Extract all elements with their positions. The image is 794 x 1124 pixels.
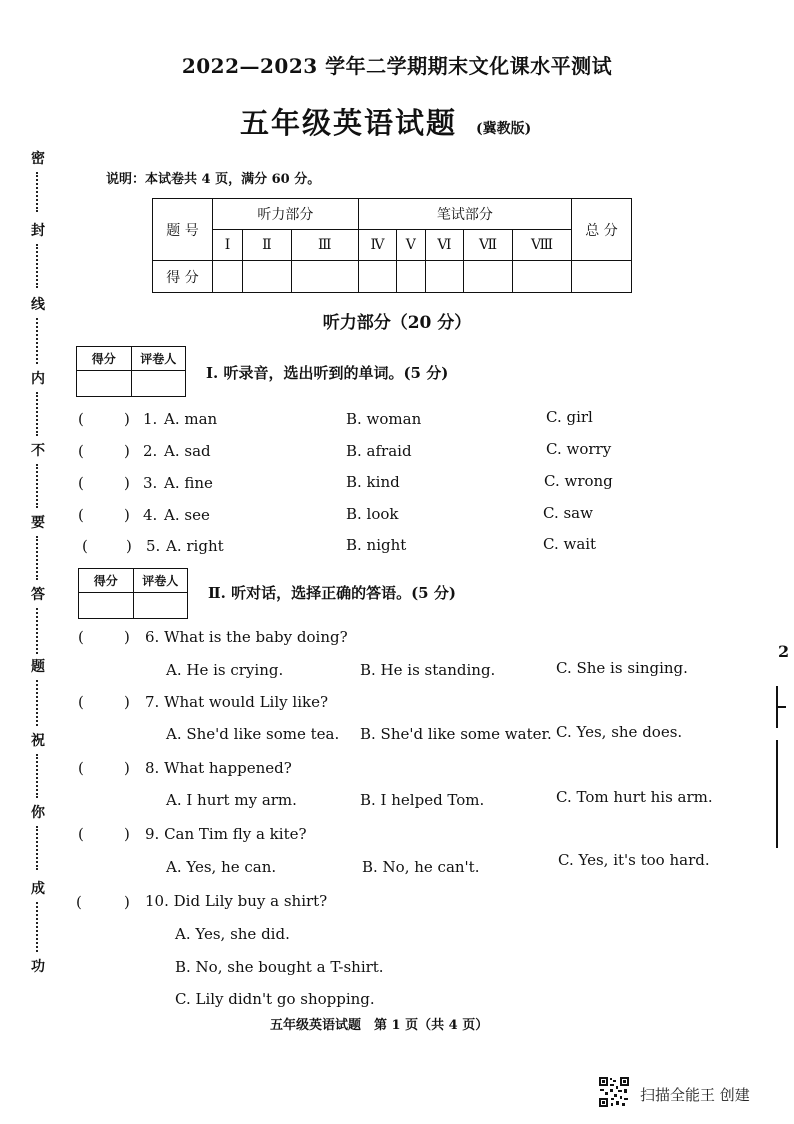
option-c: C. Yes, she does. (556, 723, 683, 741)
option-a: A. fine (164, 474, 213, 492)
option-c: C. She is singing. (556, 659, 688, 677)
answer-paren-close: ) (124, 442, 130, 460)
scanner-watermark: 扫描全能王 创建 (640, 1086, 750, 1104)
option-c: C. worry (546, 440, 612, 458)
grader-name-label: 评卷人 (131, 347, 186, 371)
binding-margin (24, 142, 52, 982)
answer-paren-open[interactable]: ( (78, 506, 84, 524)
margin-char: 你 (31, 805, 45, 821)
part1-title: Ⅰ. 听录音，选出听到的单词。(5 分) (206, 364, 449, 382)
answer-paren-close: ) (124, 825, 130, 843)
option-c: C. saw (543, 504, 593, 522)
margin-char: 密 (31, 151, 45, 167)
dotted-line (36, 536, 40, 580)
question-text: 7. What would Lily like? (145, 693, 328, 711)
margin-char: 题 (31, 659, 45, 675)
answer-paren-close: ) (124, 410, 130, 428)
score-table (152, 198, 632, 293)
listening-header: 听力部分 (213, 199, 359, 230)
numeral-cell: Ⅷ (512, 230, 571, 261)
option-b: B. No, he can't. (362, 858, 480, 876)
score-cell[interactable] (464, 261, 513, 293)
edge-line (776, 706, 786, 708)
total-score-cell[interactable] (572, 261, 632, 293)
score-cell[interactable] (358, 261, 396, 293)
option-c: C. Tom hurt his arm. (556, 788, 713, 806)
qr-code-icon (598, 1076, 630, 1108)
question-number: 5. (146, 537, 161, 555)
margin-char: 答 (31, 587, 45, 603)
answer-paren-open[interactable]: ( (78, 693, 84, 711)
numeral-cell: Ⅱ (243, 230, 292, 261)
question-text: 9. Can Tim fly a kite? (145, 825, 307, 843)
option-b: B. He is standing. (360, 661, 496, 679)
option-a: A. see (164, 506, 210, 524)
option-b: B. I helped Tom. (360, 791, 485, 809)
score-cell[interactable] (397, 261, 425, 293)
numeral-cell: Ⅳ (358, 230, 396, 261)
option-a: A. He is crying. (166, 661, 284, 679)
option-a: A. right (166, 537, 224, 555)
dotted-line (36, 680, 40, 726)
option-a: A. man (164, 410, 218, 428)
option-b: B. She'd like some water. (360, 725, 552, 743)
grade-title: 五年级英语试题 (240, 106, 458, 140)
exam-title: 2022—2023 学年二学期期末文化课水平测试 (181, 54, 613, 78)
margin-char: 不 (31, 443, 45, 459)
grader-box-1 (76, 346, 186, 397)
option-a: A. Yes, she did. (175, 925, 290, 943)
option-c: C. wait (543, 535, 597, 553)
question-number: 1. (143, 410, 158, 428)
answer-paren-close: ) (124, 893, 130, 911)
question-number: 2. (143, 442, 158, 460)
instruction-text: 说明：本试卷共 4 页，满分 60 分。 (106, 172, 321, 187)
grader-score-cell[interactable] (77, 371, 132, 397)
question-text: 8. What happened? (145, 759, 292, 777)
question-text: 6. What is the baby doing? (145, 628, 348, 646)
grader-score-label: 得分 (77, 347, 132, 371)
dotted-line (36, 464, 40, 508)
answer-paren-close: ) (124, 759, 130, 777)
margin-char: 功 (31, 959, 45, 975)
option-c: C. girl (546, 408, 593, 426)
score-cell[interactable] (213, 261, 243, 293)
dotted-line (36, 826, 40, 870)
option-b: B. woman (346, 410, 422, 428)
margin-char: 封 (31, 223, 45, 239)
grader-box-2 (78, 568, 188, 619)
dotted-line (36, 902, 40, 952)
answer-paren-close: ) (124, 506, 130, 524)
answer-paren-close: ) (124, 474, 130, 492)
score-cell[interactable] (512, 261, 571, 293)
numeral-cell: Ⅵ (425, 230, 464, 261)
question-number: 3. (143, 474, 158, 492)
grader-score-cell[interactable] (79, 593, 134, 619)
option-b: B. afraid (346, 442, 412, 460)
option-a: A. sad (164, 442, 211, 460)
answer-paren-close: ) (126, 537, 132, 555)
answer-paren-open[interactable]: ( (78, 474, 84, 492)
grader-score-label: 得分 (79, 569, 134, 593)
dotted-line (36, 754, 40, 798)
dotted-line (36, 244, 40, 288)
answer-paren-open[interactable]: ( (76, 893, 82, 911)
grader-name-label: 评卷人 (133, 569, 188, 593)
dotted-line (36, 172, 40, 212)
score-cell[interactable] (425, 261, 464, 293)
answer-paren-open[interactable]: ( (78, 825, 84, 843)
score-cell[interactable] (243, 261, 292, 293)
numeral-cell: Ⅶ (464, 230, 513, 261)
margin-char: 要 (31, 515, 45, 531)
writing-header: 笔试部分 (358, 199, 571, 230)
dotted-line (36, 608, 40, 654)
margin-char: 内 (31, 371, 45, 387)
dotted-line (36, 392, 40, 436)
option-b: B. look (346, 505, 399, 523)
score-label-cell: 得 分 (153, 261, 213, 293)
margin-char: 成 (31, 881, 45, 897)
answer-paren-open[interactable]: ( (78, 759, 84, 777)
option-c: C. Yes, it's too hard. (558, 851, 710, 869)
option-a: A. Yes, he can. (166, 858, 277, 876)
listening-section-heading: 听力部分（20 分） (322, 313, 472, 333)
answer-paren-close: ) (124, 693, 130, 711)
edge-line (776, 740, 778, 848)
option-c: C. Lily didn't go shopping. (175, 990, 375, 1008)
answer-paren-open[interactable]: ( (82, 537, 88, 555)
option-a: A. I hurt my arm. (166, 791, 297, 809)
numeral-cell: Ⅴ (397, 230, 425, 261)
answer-paren-open[interactable]: ( (78, 442, 84, 460)
grader-name-cell[interactable] (131, 371, 186, 397)
answer-paren-open[interactable]: ( (78, 628, 84, 646)
score-cell[interactable] (291, 261, 358, 293)
grader-name-cell[interactable] (133, 593, 188, 619)
option-b: B. No, she bought a T-shirt. (175, 958, 384, 976)
margin-char: 线 (31, 297, 45, 313)
margin-char: 祝 (31, 733, 45, 749)
numeral-cell: Ⅰ (213, 230, 243, 261)
answer-paren-open[interactable]: ( (78, 410, 84, 428)
q-label-cell: 题 号 (153, 199, 213, 261)
question-number: 4. (143, 506, 158, 524)
total-label-cell: 总 分 (572, 199, 632, 261)
edge-char: 2 (778, 642, 790, 661)
option-b: B. night (346, 536, 407, 554)
option-c: C. wrong (544, 472, 613, 490)
part2-title: Ⅱ. 听对话，选择正确的答语。(5 分) (208, 584, 456, 602)
option-a: A. She'd like some tea. (166, 725, 340, 743)
answer-paren-close: ) (124, 628, 130, 646)
option-b: B. kind (346, 473, 400, 491)
numeral-cell: Ⅲ (291, 230, 358, 261)
edition-label: (冀教版) (476, 121, 532, 137)
question-text: 10. Did Lily buy a shirt? (145, 892, 328, 910)
page-footer: 五年级英语试题 第 1 页（共 4 页） (270, 1018, 489, 1033)
